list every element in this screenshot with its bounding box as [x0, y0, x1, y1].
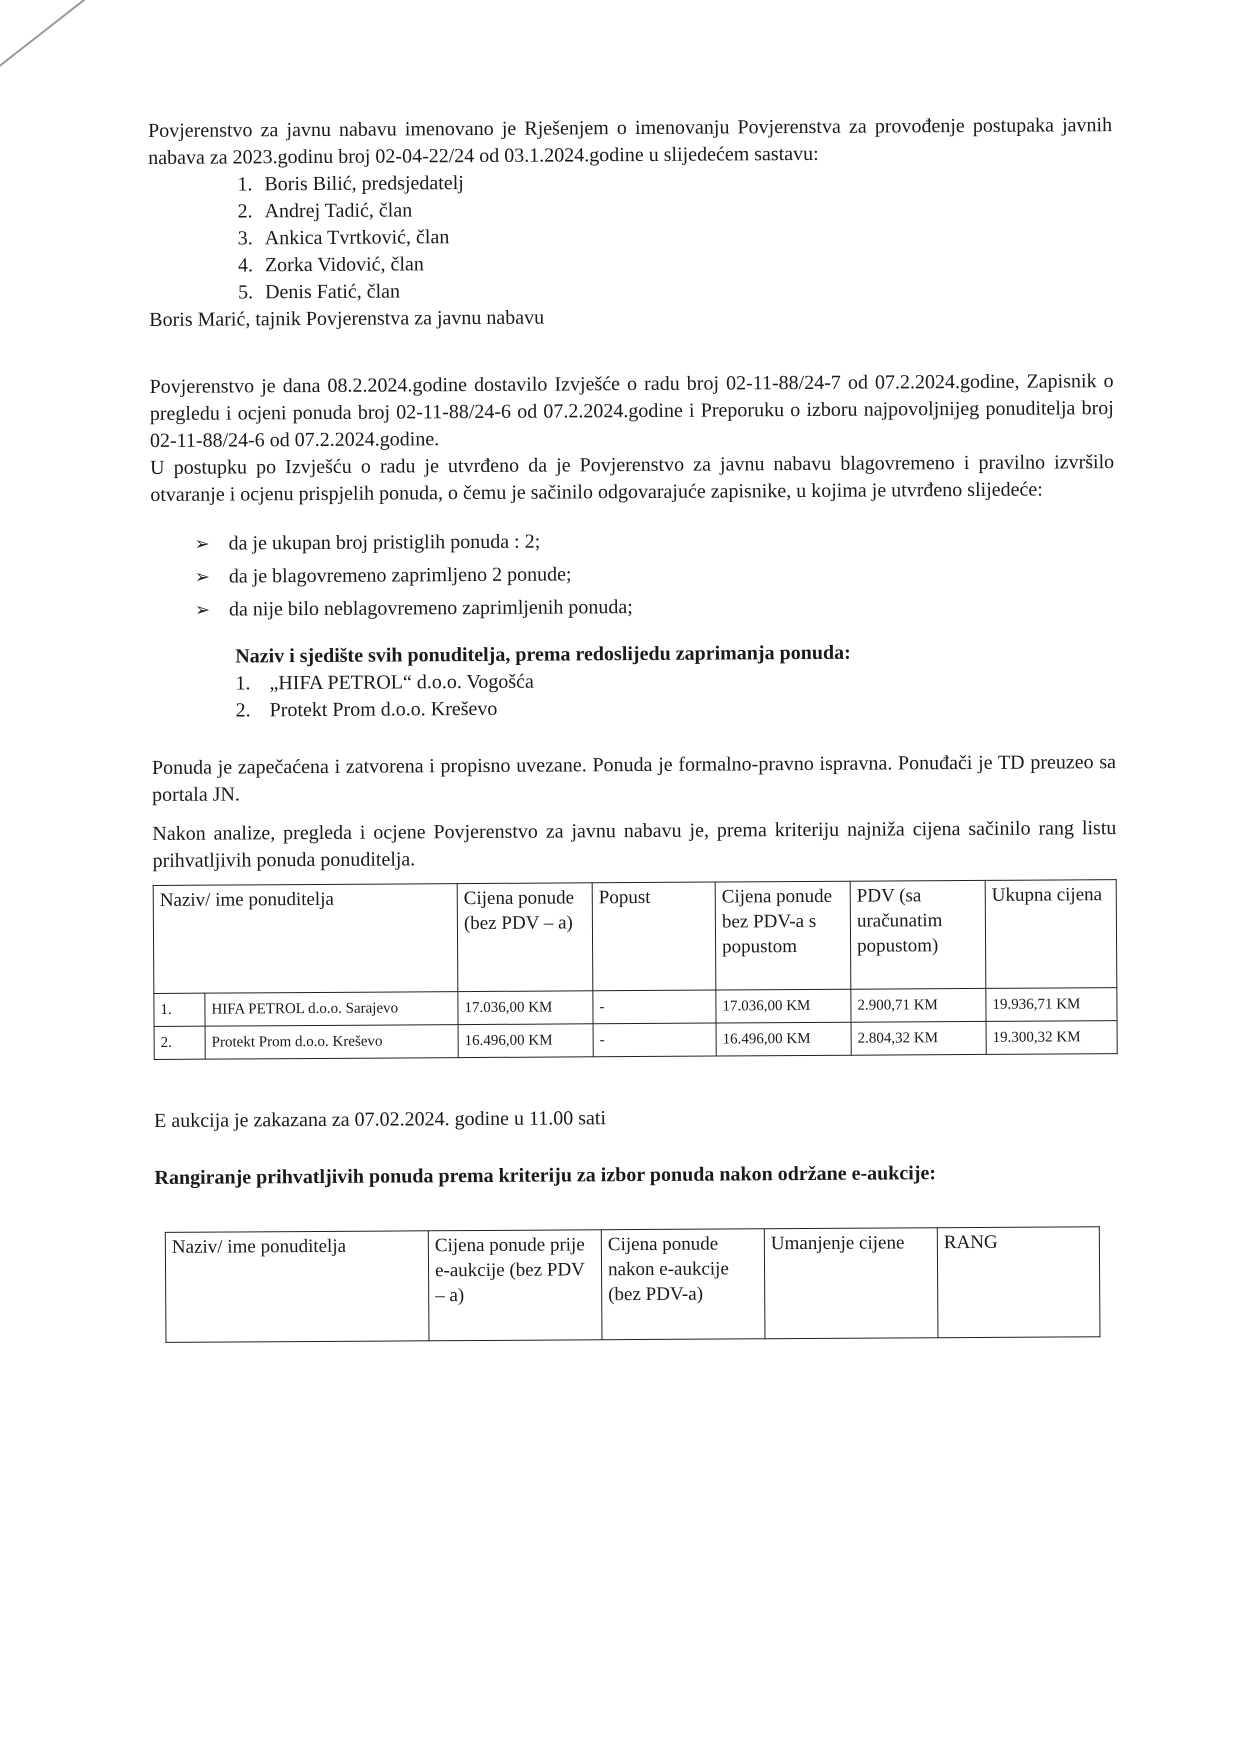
- table-header: Cijena ponude prije e-aukcije (bez PDV – a): [428, 1230, 602, 1341]
- list-item: 2. Andrej Tadić, član: [237, 199, 413, 223]
- list-item: ➢ da je ukupan broj pristiglih ponuda : 2;: [151, 525, 1115, 558]
- findings-list: [151, 525, 1116, 624]
- list-item: 4. Zorka Vidović, član: [237, 253, 424, 277]
- table-row: 2. Protekt Prom d.o.o. Kreševo 16.496,00 KM - 16.496,00 KM 2.804,32 KM 19.300,32 KM: [154, 1021, 1117, 1060]
- ranking-table: [165, 1226, 1101, 1343]
- arrow-bullet-icon: ➢: [194, 566, 210, 587]
- list-item: ➢ da nije bilo neblagovremeno zaprimljenih ponuda;: [151, 591, 1115, 624]
- table-header: Umanjenje cijene: [764, 1228, 938, 1339]
- bidders-list: [151, 665, 1115, 725]
- list-item: 1. Boris Bilić, predsjedatelj: [237, 172, 464, 196]
- eauction-paragraph: E aukcija je zakazana za 07.02.2024. godine u 11.00 sati: [154, 1107, 607, 1132]
- scan-corner-mark: [0, 0, 139, 82]
- list-item: 2. Protekt Prom d.o.o. Kreševo: [235, 697, 498, 722]
- table-header: Cijena ponude nakon e-aukcije (bez PDV-a): [601, 1229, 765, 1340]
- table-header: Ukupna cijena: [985, 880, 1117, 989]
- ranking-heading: Rangiranje prihvatljivih ponuda prema kriteriju za izbor ponuda nakon održane e-aukcije:: [154, 1162, 937, 1189]
- list-item: 1. „HIFA PETROL“ d.o.o. Vogošća: [235, 670, 534, 695]
- bidders-heading: Naziv i sjedište svih ponuditelja, prema redoslijedu zaprimanja ponuda:: [235, 641, 851, 668]
- list-item: 3. Ankica Tvrtković, član: [237, 226, 450, 250]
- list-item: ➢ da je blagovremeno zaprimljeno 2 ponude;: [151, 558, 1115, 591]
- list-item: 5. Denis Fatić, član: [238, 280, 401, 304]
- secretary-line: Boris Marić, tajnik Povjerenstva za javnu nabavu: [149, 306, 545, 331]
- table-header: RANG: [937, 1227, 1100, 1338]
- analysis-paragraph: Nakon analize, pregleda i ocjene Povjerenstvo za javnu nabavu je, prema kriteriju najniža cijena sačinilo rang listu prihvatljivih ponuda ponuditelja.: [152, 817, 1117, 872]
- arrow-bullet-icon: ➢: [194, 533, 210, 554]
- table-header: Cijena ponude bez PDV-a s popustom: [715, 881, 851, 990]
- arrow-bullet-icon: ➢: [194, 599, 211, 620]
- table-header: Naziv/ ime ponuditelja: [165, 1231, 429, 1343]
- report-paragraph: Povjerenstvo je dana 08.2.2024.godine dostavilo Izvješće o radu broj 02-11-88/24-7 od 07.2.2024.godine, Zapisnik o pregledu i ocjeni ponuda broj 02-11-88/24-6 od 07.2.2024.godine i Preporuku o izboru najpovoljnijeg ponuditelja broj 02-11-88/24-6 od 07.2.2024.godine.: [149, 370, 1114, 452]
- procedure-paragraph: U postupku po Izvješću o radu je utvrđeno da je Povjerenstvo za javnu nabavu blagovremeno i pravilno izvršilo otvaranje i ocjenu prispjelih ponuda, o čemu je sačinilo odgovarajuće zapisnike, u kojima je utvrđeno slijedeće:: [150, 451, 1115, 506]
- offers-table: [153, 879, 1118, 1060]
- offer-paragraph: Ponuda je zapečaćena i zatvorena i propisno uvezane. Ponuda je formalno-pravno ispravna. Ponuđači je TD preuzeo sa portala JN.: [151, 751, 1117, 806]
- table-header: Cijena ponude (bez PDV – a): [457, 883, 593, 992]
- table-header: Popust: [592, 882, 716, 991]
- table-row: 1. HIFA PETROL d.o.o. Sarajevo 17.036,00 KM - 17.036,00 KM 2.900,71 KM 19.936,71 KM: [154, 988, 1117, 1027]
- document-body: [148, 112, 1119, 1343]
- table-header: PDV (sa uračunatim popustom): [850, 880, 986, 989]
- intro-paragraph: Povjerenstvo za javnu nabavu imenovano je Rješenjem o imenovanju Povjerenstva za provođenje postupaka javnih nabava za 2023.godinu broj 02-04-22/24 od 03.1.2024.godine u slijedećem sastavu:: [148, 114, 1113, 169]
- committee-members-list: [148, 166, 1113, 307]
- table-header: Naziv/ ime ponuditelja: [153, 884, 458, 994]
